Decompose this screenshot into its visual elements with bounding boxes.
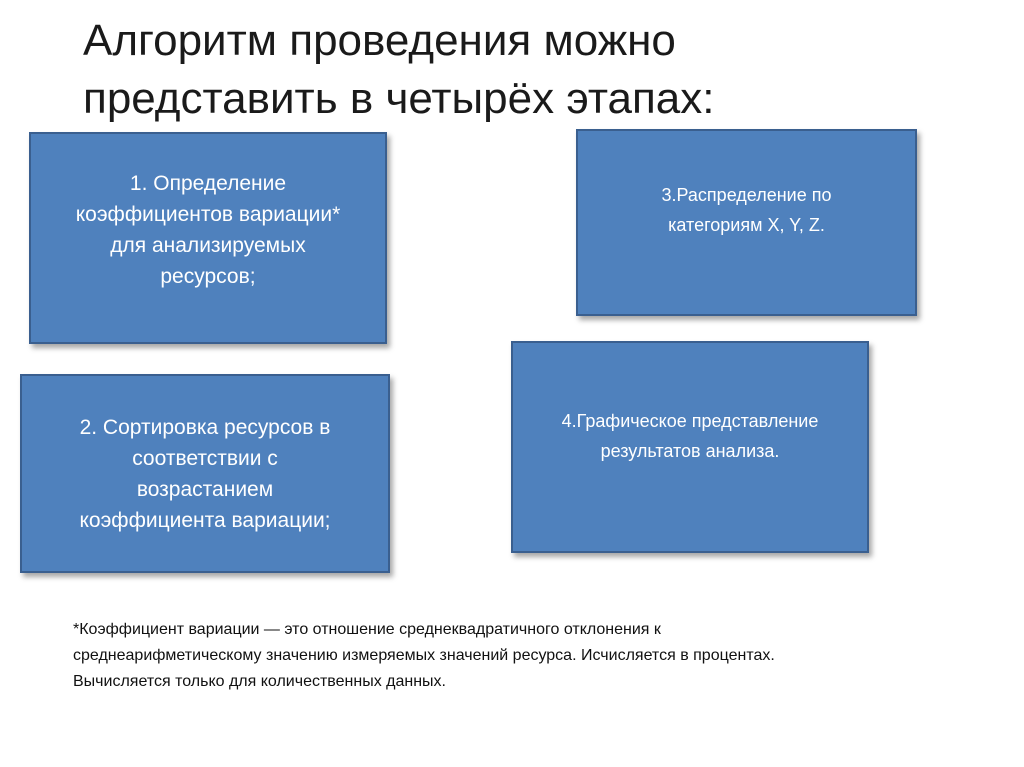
footnote: *Коэффициент вариации — это отношение среднеквадратичного отклонения к среднеарифметическому значению измеряемых значений ресурса. Исчисляется в процентах. Вычисляется только для количественных данных. xyxy=(73,621,775,690)
slide-title: Алгоритм проведения можно представить в четырёх этапах: xyxy=(83,16,715,123)
stage-4-box xyxy=(511,341,869,553)
stage-4-text: 4.Графическое представление результатов анализа. xyxy=(561,411,819,461)
stage-2-box xyxy=(20,374,390,573)
stage-2-text: 2. Сортировка ресурсов в соответствии с возрастанием коэффициента вариации; xyxy=(79,415,331,532)
stage-1-box xyxy=(29,132,387,344)
stage-3-text: 3.Распределение по категориям X, Y, Z. xyxy=(661,185,832,235)
stage-1-text: 1. Определение коэффициентов вариации* для анализируемых ресурсов; xyxy=(75,172,341,288)
stage-3-box xyxy=(576,129,917,316)
